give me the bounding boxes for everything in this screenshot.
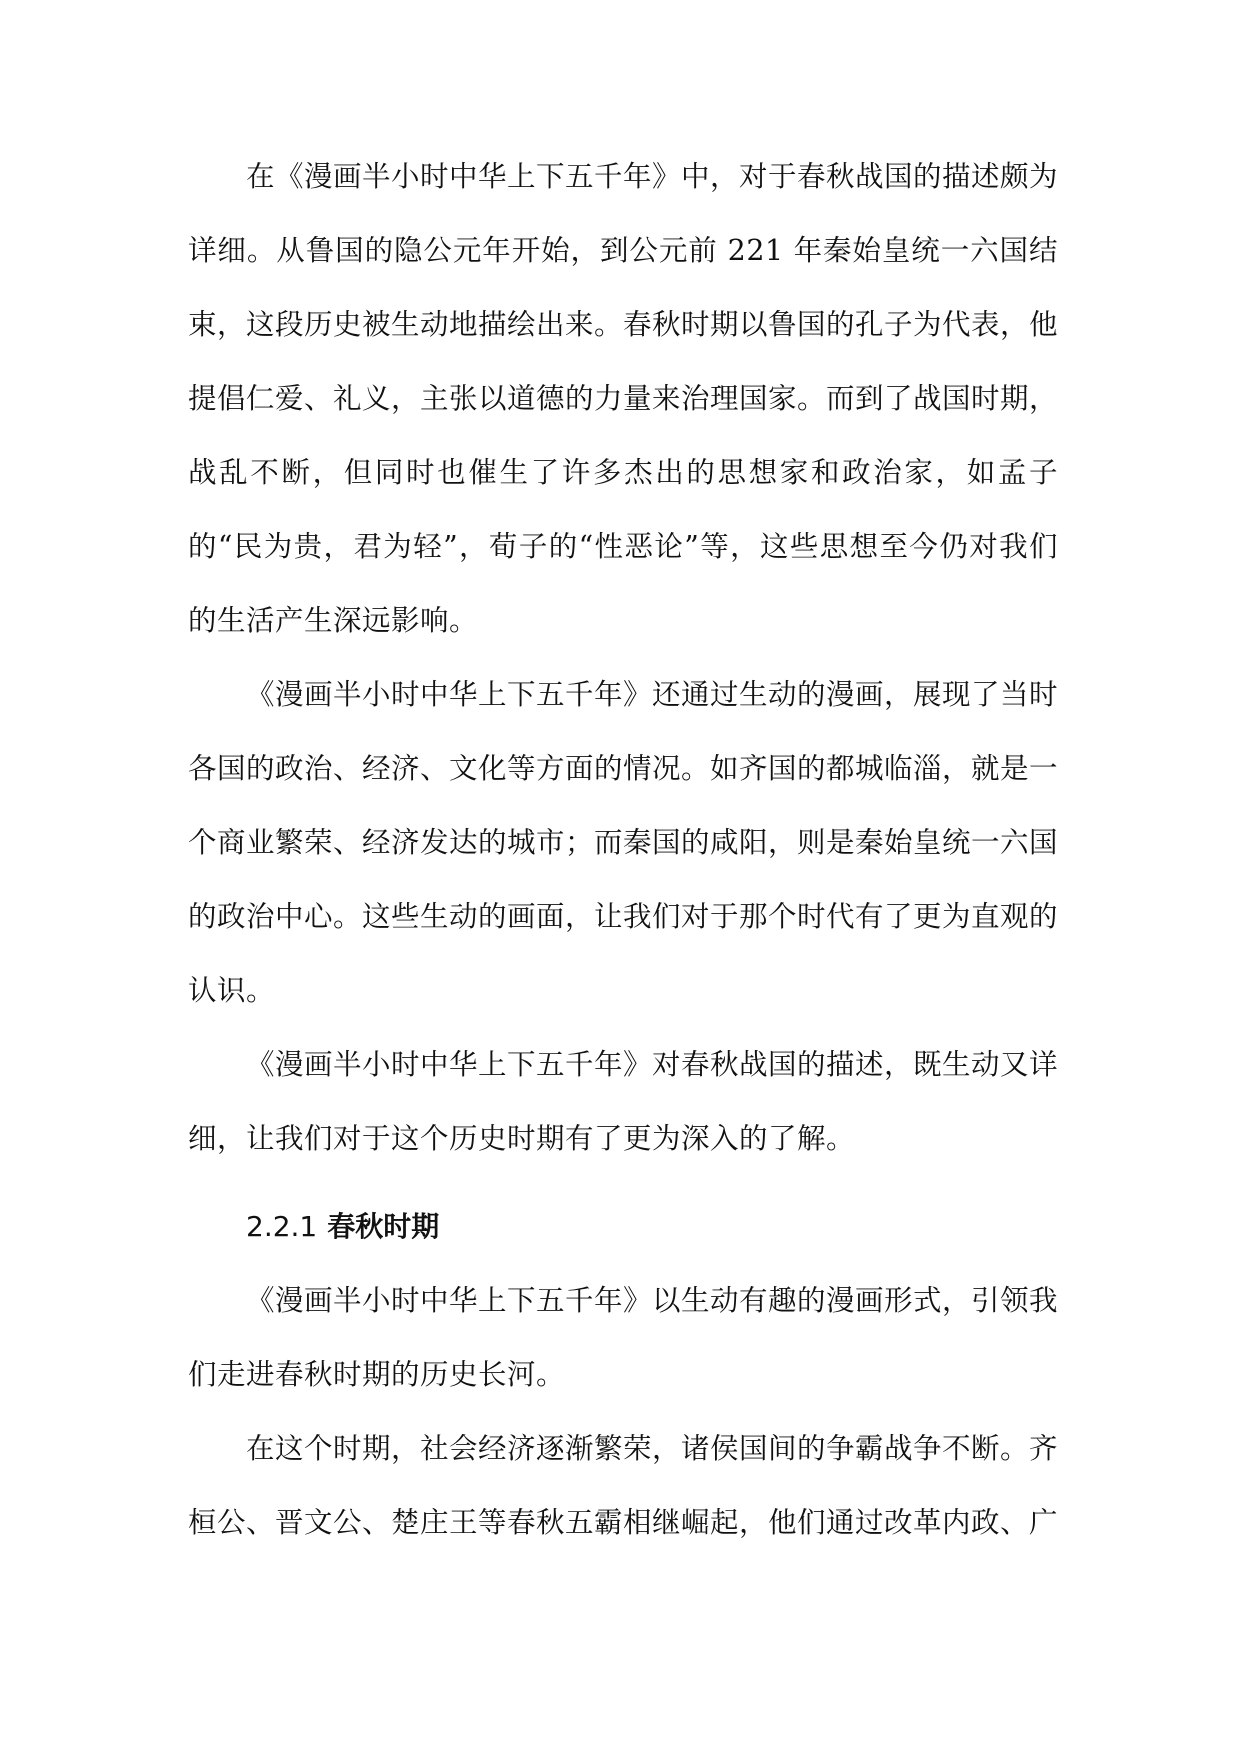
section-heading (188, 1190, 1058, 1264)
paragraph-section-intro: 《漫画半小时中华上下五千年》以生动有趣的漫画形式，引领我们走进春秋时期的历史长河。 (188, 1284, 1059, 1391)
paragraph-summary: 《漫画半小时中华上下五千年》对春秋战国的描述，既生动又详细，让我们对于这个历史时期有了更为深入的了解。 (188, 1048, 1059, 1155)
section-title: 春秋时期 (327, 1210, 440, 1243)
paragraph-comic-depiction: 《漫画半小时中华上下五千年》还通过生动的漫画，展现了当时各国的政治、经济、文化等方面的情况。如齐国的都城临淄，就是一个商业繁荣、经济发达的城市；而秦国的咸阳，则是秦始皇统一六国的政治中心。这些生动的画面，让我们对于那个时代有了更为直观的认识。 (188, 678, 1059, 1007)
paragraph-five-hegemons: 在这个时期，社会经济逐渐繁荣，诸侯国间的争霸战争不断。齐桓公、晋文公、楚庄王等春秋五霸相继崛起，他们通过改革内政、广 (188, 1432, 1059, 1539)
paragraph-spring-autumn-overview: 在《漫画半小时中华上下五千年》中，对于春秋战国的描述颇为详细。从鲁国的隐公元年开始，到公元前 221 年秦始皇统一六国结束，这段历史被生动地描绘出来。春秋时期以鲁国的孔子为代表，他提倡仁爱、礼义，主张以道德的力量来治理国家。而到了战国时期，战乱不断，但同时也催生了许多杰出的思想家和政治家，如孟子的“民为贵，君为轻”，荀子的“性恶论”等，这些思想至今仍对我们的生活产生深远影响。 (188, 160, 1059, 637)
section-number: 2.2.1 (246, 1210, 318, 1243)
document-body (188, 140, 1058, 1560)
